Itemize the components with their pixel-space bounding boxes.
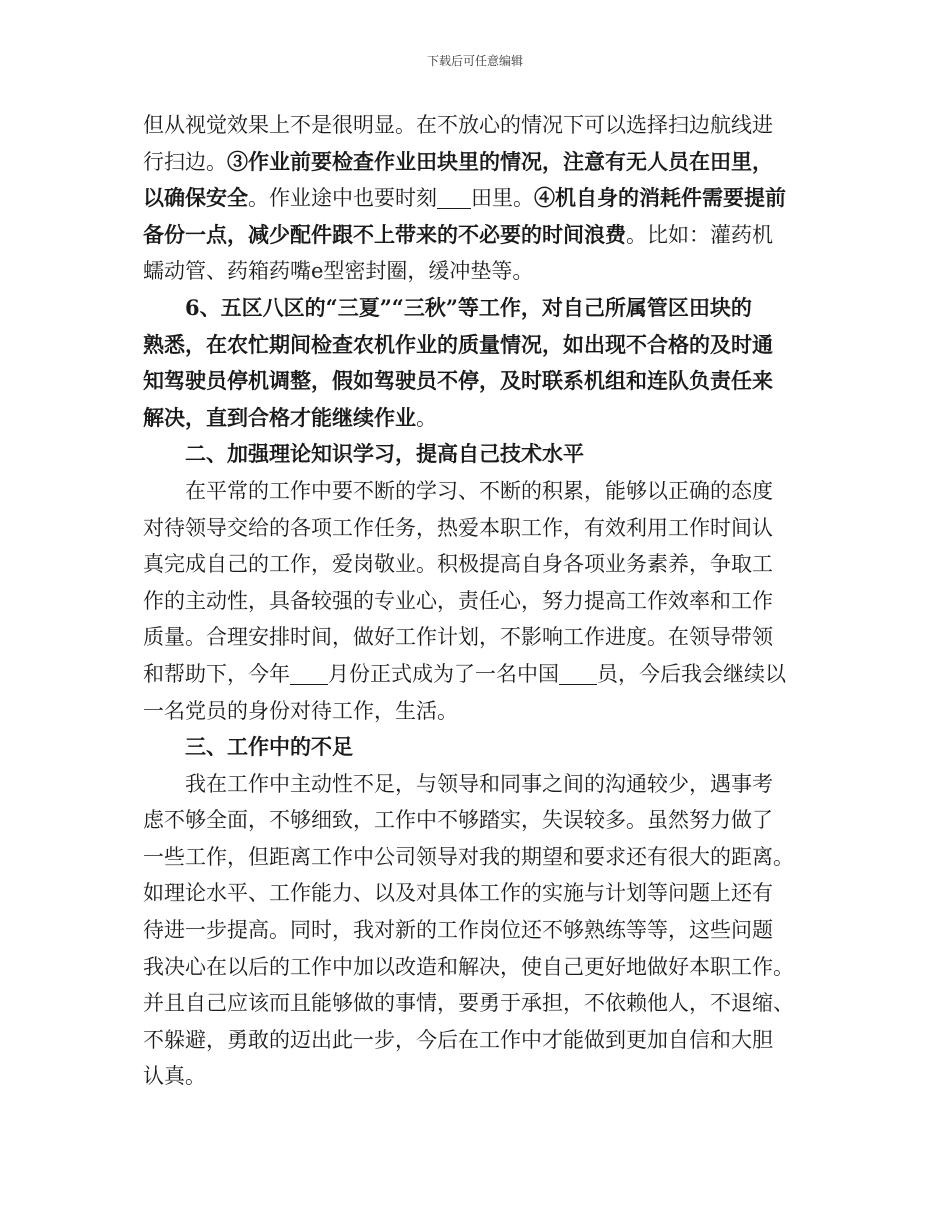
paragraph-3 bbox=[143, 473, 813, 729]
text-line: 我决心在以后的工作中加以改造和解决，使自己更好地做好本职工作。 bbox=[143, 954, 794, 979]
text-run: 。比如：灌药机 bbox=[626, 222, 773, 247]
text-line: 一些工作，但距离工作中公司领导对我的期望和要求还有很大的距离。 bbox=[143, 844, 794, 869]
text-line bbox=[143, 327, 813, 364]
text-line bbox=[143, 400, 813, 437]
text-line: 如理论水平、工作能力、以及对具体工作的实施与计划等问题上还有 bbox=[143, 881, 773, 906]
text-run: 行扫边。 bbox=[143, 149, 227, 174]
section-heading-3 bbox=[143, 729, 813, 766]
text-line: 作的主动性，具备较强的专业心，责任心，努力提高工作效率和工作 bbox=[143, 588, 773, 613]
bold-text: 熟悉，在农忙期间检查农机作业的质量情况，如出现不合格的及时通 bbox=[143, 331, 773, 357]
text-line bbox=[143, 363, 813, 400]
text-line: 质量。合理安排时间，做好工作计划，不影响工作进度。在领导带领 bbox=[143, 625, 773, 650]
document-body bbox=[143, 107, 813, 1095]
blank-underline bbox=[290, 663, 328, 685]
bold-text: 知驾驶员停机调整，假如驾驶员不停，及时联系机组和连队负责任来 bbox=[143, 368, 773, 394]
paragraph-4 bbox=[143, 766, 813, 1095]
text-line: 在平常的工作中要不断的学习、不断的积累，能够以正确的态度 bbox=[185, 478, 773, 503]
text-line: 认真。 bbox=[143, 1064, 206, 1089]
text-line: 一名党员的身份对待工作，生活。 bbox=[143, 698, 458, 723]
bold-text: 解决，直到合格才能继续作业 bbox=[143, 404, 416, 430]
blank-underline bbox=[437, 187, 471, 209]
paragraph-2 bbox=[143, 290, 813, 436]
heading-text: 三、工作中的不足 bbox=[185, 734, 353, 760]
text-line: 真完成自己的工作，爱岗敬业。积极提高自身各项业务素养，争取工 bbox=[143, 552, 773, 577]
text-line: 待进一步提高。同时，我对新的工作岗位还不够熟练等等，这些问题 bbox=[143, 918, 773, 943]
section-heading-2 bbox=[143, 436, 813, 473]
text-run: 。 bbox=[416, 405, 437, 430]
blank-underline bbox=[559, 663, 597, 685]
text-line: 不躲避，勇敢的迈出此一步，今后在工作中才能做到更加自信和大胆 bbox=[143, 1027, 773, 1052]
bold-text: 备份一点，减少配件跟不上带来的不必要的时间浪费 bbox=[143, 221, 626, 247]
text-line: 并且自己应该而且能够做的事情，要勇于承担，不依赖他人，不退缩、 bbox=[143, 991, 794, 1016]
text-line bbox=[143, 144, 813, 181]
page-header: 下载后可任意编辑 bbox=[426, 54, 523, 68]
heading-text: 二、加强理论知识学习，提高自己技术水平 bbox=[185, 441, 584, 467]
bold-text: 6、五区八区的“三夏”“三秋”等工作，对自己所属管区田块的 bbox=[185, 294, 752, 320]
text-run: 员，今后我会继续以 bbox=[597, 661, 786, 686]
text-line: 但从视觉效果上不是很明显。在不放心的情况下可以选择扫边航线进 bbox=[143, 113, 773, 137]
text-run: 和帮助下，今年 bbox=[143, 661, 290, 686]
text-line bbox=[143, 217, 813, 254]
text-run: 月份正式成为了一名中国 bbox=[328, 661, 559, 686]
bold-text: ④机自身的消耗件需要提前 bbox=[534, 185, 786, 211]
text-run: 田里。 bbox=[471, 186, 534, 211]
text-line: 我在工作中主动性不足，与领导和同事之间的沟通较少，遇事考 bbox=[185, 771, 773, 796]
text-line bbox=[143, 290, 813, 327]
bold-text: ③作业前要检查作业田块里的情况，注意有无人员在田里， bbox=[227, 148, 773, 174]
text-line: 虑不够全面，不够细致，工作中不够踏实，失误较多。虽然努力做了 bbox=[143, 808, 773, 833]
paragraph-1 bbox=[143, 107, 813, 290]
text-line: 蠕动管、药箱药嘴e型密封圈，缓冲垫等。 bbox=[143, 259, 534, 284]
text-line: 对待领导交给的各项工作任务，热爱本职工作，有效利用工作时间认 bbox=[143, 515, 773, 540]
text-run: 。作业途中也要时刻 bbox=[248, 186, 437, 211]
text-line bbox=[143, 656, 813, 693]
bold-text: 以确保安全 bbox=[143, 185, 248, 211]
text-line bbox=[143, 180, 813, 217]
